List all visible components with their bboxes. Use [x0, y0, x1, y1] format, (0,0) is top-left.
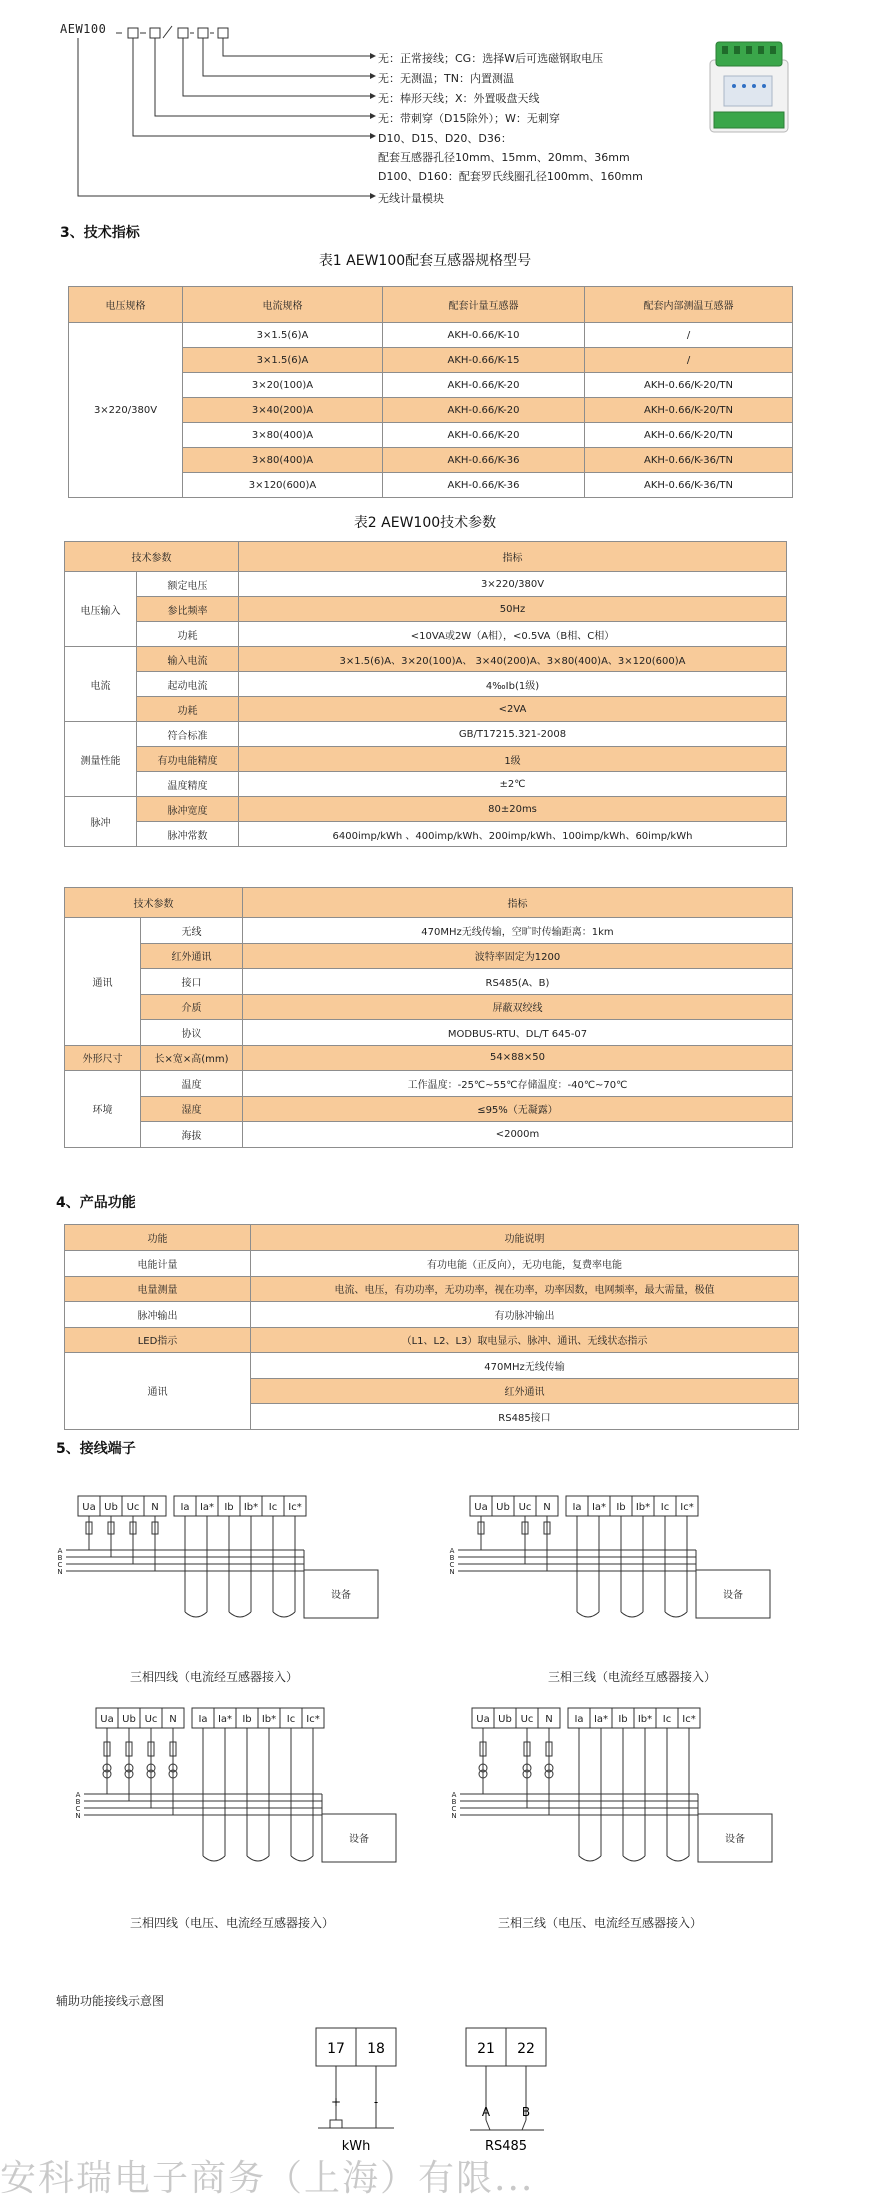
model-prefix: AEW100 [60, 22, 107, 36]
model-code-line: 无：无测温；TN：内置测温 [378, 72, 514, 85]
terminal-label: Ia [180, 1502, 190, 1513]
terminal-label: Ib [224, 1502, 234, 1513]
table-cell: 80±20ms [239, 797, 787, 822]
pulse-sign: - [373, 2095, 379, 2109]
ct-loop-icon [291, 1856, 313, 1861]
ct-loop-icon [273, 1612, 295, 1617]
phase-label: C [57, 1561, 63, 1569]
table1-transformer-spec [68, 286, 793, 498]
model-code-line: D100、D160：配套罗氏线圈孔径100mm、160mm [378, 170, 643, 183]
rs485-label: RS485 [484, 2139, 528, 2154]
table-cell: GB/T17215.321-2008 [239, 722, 787, 747]
ct-loop-icon [247, 1856, 269, 1861]
table-cell: / [585, 348, 793, 373]
phase-label: C [449, 1561, 455, 1569]
table-cell: 3×220/380V [239, 572, 787, 597]
table-cell: 长×宽×高(mm) [141, 1045, 243, 1071]
table-cell: AKH-0.66/K-20 [383, 373, 585, 398]
terminal-label: Ib [242, 1714, 252, 1725]
table-header: 技术参数 [65, 888, 243, 918]
ct-loop-icon [621, 1612, 643, 1617]
table-cell: 功耗 [137, 622, 239, 647]
table2-tech-params [64, 541, 787, 847]
device-label: 设备 [725, 1834, 745, 1845]
table-cell: AKH-0.66/K-20/TN [585, 398, 793, 423]
section-title: 4、产品功能 [56, 1195, 136, 1211]
terminal-label: Ic* [680, 1502, 694, 1513]
table-header: 电流规格 [183, 287, 383, 323]
pulse-terminal: 18 [367, 2041, 385, 2057]
table-cell: 介质 [141, 994, 243, 1020]
table-cell: AKH-0.66/K-10 [383, 323, 585, 348]
table-cell: ±2℃ [239, 772, 787, 797]
model-code-line: 无：棒形天线；X：外置吸盘天线 [378, 92, 540, 105]
table-cell: 1级 [239, 747, 787, 772]
table-cell: （L1、L2、L3）取电显示、脉冲、通讯、无线状态指示 [251, 1327, 799, 1353]
table-cell: 有功电能（正反向），无功电能，复费率电能 [251, 1251, 799, 1277]
rs485-sign: A [481, 2105, 491, 2119]
terminal-label: Ub [498, 1714, 512, 1725]
table-cell: 温度 [141, 1071, 243, 1097]
pulse-label: kWh [341, 2139, 371, 2154]
phase-label: A [451, 1791, 457, 1799]
ct-loop-icon [623, 1856, 645, 1861]
table-cell: AKH-0.66/K-36/TN [585, 448, 793, 473]
ct-loop-icon [667, 1856, 689, 1861]
table-cell: 3×40(200)A [183, 398, 383, 423]
table-cell: 3×1.5(6)A [183, 323, 383, 348]
terminal-label: Ib* [243, 1502, 259, 1513]
terminal-label: Ia [572, 1502, 582, 1513]
diagram-caption: 三相三线（电流经互感器接入） [548, 1670, 717, 1684]
table-cell: 有功脉冲输出 [251, 1302, 799, 1328]
phase-label: C [451, 1805, 457, 1813]
table-cell: AKH-0.66/K-36 [383, 473, 585, 498]
product-image [700, 30, 800, 140]
model-code-line: 无：带刺穿（D15除外）；W：无刺穿 [378, 112, 560, 125]
table-cell: 470MHz无线传输，空旷时传输距离：1km [243, 918, 793, 944]
table-cell: 红外通讯 [141, 943, 243, 969]
table-cell: 红外通讯 [251, 1378, 799, 1404]
table-cell: 温度精度 [137, 772, 239, 797]
table-cell: 输入电流 [137, 647, 239, 672]
table-cell: 海拔 [141, 1122, 243, 1148]
table-cell: AKH-0.66/K-36 [383, 448, 585, 473]
table-group: 通讯 [65, 918, 141, 1046]
table-cell: 脉冲输出 [65, 1302, 251, 1328]
wiring-diagrams [0, 1490, 880, 1950]
table-cell: <2VA [239, 697, 787, 722]
section-title: 5、接线端子 [56, 1441, 136, 1457]
ct-loop-icon [579, 1856, 601, 1861]
table-cell: 参比频率 [137, 597, 239, 622]
pulse-sign: + [330, 2095, 342, 2109]
table-cell: MODBUS-RTU、DL/T 645-07 [243, 1020, 793, 1046]
table-cell: 3×20(100)A [183, 373, 383, 398]
table-cell: 接口 [141, 969, 243, 995]
terminal-label: Ic [662, 1714, 672, 1725]
phase-label: B [75, 1798, 81, 1806]
table1-caption: 表1 AEW100配套互感器规格型号 [318, 253, 532, 269]
model-code-line: 配套互感器孔径10mm、15mm、20mm、36mm [378, 151, 630, 164]
table-cell: 有功电能精度 [137, 747, 239, 772]
table-header: 指标 [243, 888, 793, 918]
terminal-label: Ic [268, 1502, 278, 1513]
table-header: 配套计量互感器 [383, 287, 585, 323]
device-label: 设备 [331, 1590, 351, 1601]
terminal-label: Ib* [635, 1502, 651, 1513]
device-label: 设备 [723, 1590, 743, 1601]
phase-label: N [449, 1568, 455, 1576]
aux-title: 辅助功能接线示意图 [56, 1994, 165, 2008]
model-code-diagram [60, 18, 700, 208]
terminal-label: Ua [82, 1502, 96, 1513]
model-code-tree [60, 18, 390, 208]
terminal-label: Ia* [593, 1714, 609, 1725]
table-cell: 6400imp/kWh 、400imp/kWh、200imp/kWh、100imp/kWh、60imp/kWh [239, 822, 787, 847]
terminal-label: Ub [122, 1714, 136, 1725]
table2-caption: 表2 AEW100技术参数 [353, 515, 497, 531]
terminal-label: Ua [474, 1502, 488, 1513]
table-header: 配套内部测温互感器 [585, 287, 793, 323]
terminal-label: Ib* [261, 1714, 277, 1725]
ct-loop-icon [665, 1612, 687, 1617]
terminal-label: N [545, 1714, 553, 1725]
table-cell: 脉冲常数 [137, 822, 239, 847]
terminal-label: Ib [618, 1714, 628, 1725]
terminal-label: Ub [496, 1502, 510, 1513]
terminal-label: Ia [574, 1714, 584, 1725]
phase-label: B [57, 1554, 63, 1562]
table-cell: 电能计量 [65, 1251, 251, 1277]
terminal-label: Ic* [682, 1714, 696, 1725]
table-cell: LED指示 [65, 1327, 251, 1353]
table-cell: 功耗 [137, 697, 239, 722]
table-cell: 3×1.5(6)A [183, 348, 383, 373]
table-header: 电压规格 [69, 287, 183, 323]
terminal-label: Ic [286, 1714, 296, 1725]
phase-label: A [75, 1791, 81, 1799]
phase-label: B [451, 1798, 457, 1806]
terminal-label: Uc [520, 1714, 534, 1725]
table-cell: RS485接口 [251, 1404, 799, 1430]
table-cell: 50Hz [239, 597, 787, 622]
table-group: 环境 [65, 1071, 141, 1148]
phase-label: N [451, 1812, 457, 1820]
ct-loop-icon [185, 1612, 207, 1617]
table-cell: 符合标准 [137, 722, 239, 747]
terminal-label: Uc [518, 1502, 532, 1513]
table-group: 电压输入 [65, 572, 137, 647]
table-cell: <2000m [243, 1122, 793, 1148]
phase-label: C [75, 1805, 81, 1813]
terminal-label: Ub [104, 1502, 118, 1513]
table-cell: 3×80(400)A [183, 423, 383, 448]
table-cell: 470MHz无线传输 [251, 1353, 799, 1379]
table-header: 功能说明 [251, 1225, 799, 1251]
table-cell: RS485(A、B) [243, 969, 793, 995]
ct-loop-icon [229, 1612, 251, 1617]
table-group: 测量性能 [65, 722, 137, 797]
table-cell: 电流、电压，有功功率，无功功率，视在功率，功率因数，电网频率，最大需量，极值 [251, 1276, 799, 1302]
table-cell: <10VA或2W（A相），<0.5VA（B相、C相） [239, 622, 787, 647]
phase-label: N [75, 1812, 81, 1820]
table-cell: 电量测量 [65, 1276, 251, 1302]
model-code-line: 无：正常接线；CG：选择W后可选磁钢取电压 [378, 52, 604, 65]
table-cell: 波特率固定为1200 [243, 943, 793, 969]
section-title: 3、技术指标 [60, 225, 140, 241]
terminal-label: Ia* [217, 1714, 233, 1725]
table-cell: 工作温度：-25℃~55℃存储温度：-40℃~70℃ [243, 1071, 793, 1097]
rs485-terminal: 22 [517, 2041, 535, 2057]
watermark: 安科瑞电子商务（上海）有限... [0, 2158, 535, 2199]
terminal-label: Ic* [288, 1502, 302, 1513]
table-cell: AKH-0.66/K-36/TN [585, 473, 793, 498]
table-header: 功能 [65, 1225, 251, 1251]
table-group: 脉冲 [65, 797, 137, 847]
table4-functions [64, 1224, 799, 1430]
model-code-line: D10、D15、D20、D36： [378, 132, 512, 145]
phase-label: N [57, 1568, 63, 1576]
phase-label: A [57, 1547, 63, 1555]
device-label: 设备 [349, 1834, 369, 1845]
table-cell: 3×120(600)A [183, 473, 383, 498]
terminal-label: Uc [126, 1502, 140, 1513]
ct-loop-icon [203, 1856, 225, 1861]
rs485-sign: B [521, 2105, 531, 2119]
terminal-label: Ia [198, 1714, 208, 1725]
ct-loop-icon [577, 1612, 599, 1617]
table-cell: 协议 [141, 1020, 243, 1046]
table-header: 指标 [239, 542, 787, 572]
table-cell: 起动电流 [137, 672, 239, 697]
model-code-line: 无线计量模块 [378, 192, 444, 205]
terminal-label: Ua [476, 1714, 490, 1725]
table-group: 外形尺寸 [65, 1045, 141, 1071]
terminal-label: Ib [616, 1502, 626, 1513]
table-cell: 3×1.5(6)A、3×20(100)A、 3×40(200)A、3×80(400)A、3×120(600)A [239, 647, 787, 672]
table-cell: 3×220/380V [69, 323, 183, 498]
diagram-caption: 三相四线（电压、电流经互感器接入） [130, 1916, 335, 1930]
table-cell: AKH-0.66/K-15 [383, 348, 585, 373]
table-group: 通讯 [65, 1353, 251, 1430]
terminal-label: Uc [144, 1714, 158, 1725]
terminal-label: N [169, 1714, 177, 1725]
table-cell: ≤95%（无凝露） [243, 1096, 793, 1122]
table-cell: AKH-0.66/K-20 [383, 398, 585, 423]
pulse-terminal: 17 [327, 2041, 345, 2057]
table-cell: 屏蔽双绞线 [243, 994, 793, 1020]
table-cell: 湿度 [141, 1096, 243, 1122]
table-cell: AKH-0.66/K-20/TN [585, 423, 793, 448]
table-cell: 4‰Ib(1级) [239, 672, 787, 697]
terminal-label: Ib* [637, 1714, 653, 1725]
table-cell: 3×80(400)A [183, 448, 383, 473]
table-cell: 无线 [141, 918, 243, 944]
table-cell: AKH-0.66/K-20 [383, 423, 585, 448]
phase-label: B [449, 1554, 455, 1562]
table-cell: AKH-0.66/K-20/TN [585, 373, 793, 398]
table-cell: 54×88×50 [243, 1045, 793, 1071]
diagram-caption: 三相四线（电流经互感器接入） [130, 1670, 299, 1684]
table3-tech-params [64, 887, 793, 1148]
terminal-label: Ic* [306, 1714, 320, 1725]
terminal-label: Ia* [199, 1502, 215, 1513]
terminal-label: N [151, 1502, 159, 1513]
table-cell: / [585, 323, 793, 348]
phase-label: A [449, 1547, 455, 1555]
terminal-label: Ia* [591, 1502, 607, 1513]
terminal-label: N [543, 1502, 551, 1513]
table-cell: 额定电压 [137, 572, 239, 597]
diagram-caption: 三相三线（电压、电流经互感器接入） [498, 1916, 703, 1930]
table-header: 技术参数 [65, 542, 239, 572]
rs485-terminal: 21 [477, 2041, 495, 2057]
table-cell: 脉冲宽度 [137, 797, 239, 822]
terminal-label: Ic [660, 1502, 670, 1513]
terminal-label: Ua [100, 1714, 114, 1725]
table-group: 电流 [65, 647, 137, 722]
